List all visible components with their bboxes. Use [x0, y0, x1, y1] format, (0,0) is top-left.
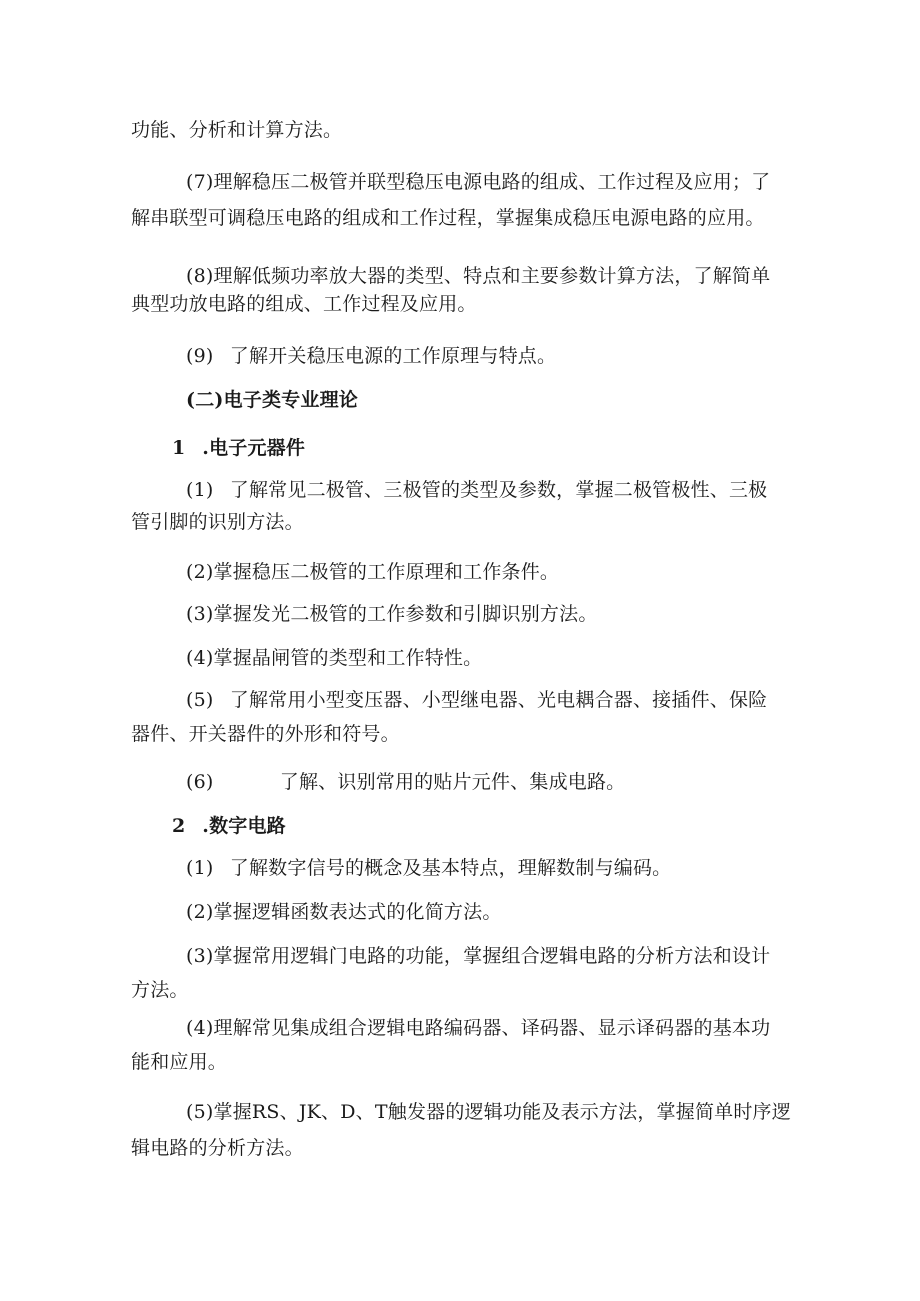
subsection-1-title: .电子元器件: [202, 437, 306, 459]
s1-item-1-number: (1): [186, 479, 214, 501]
item-7-line-1: (7)理解稳压二极管并联型稳压电源电路的组成、工作过程及应用；了: [186, 171, 771, 193]
s1-item-5-text: 了解常用小型变压器、小型继电器、光电耦合器、接插件、保险: [229, 689, 768, 711]
item-8-line-1: (8)理解低频功率放大器的类型、特点和主要参数计算方法，了解简单: [186, 265, 771, 287]
s2-item-4-line-1: (4)理解常见集成组合逻辑电路编码器、译码器、显示译码器的基本功: [186, 1017, 771, 1039]
s1-item-6-number: (6): [186, 771, 214, 793]
item-9: [186, 344, 556, 368]
item-9-text: 了解开关稳压电源的工作原理与特点。: [229, 345, 557, 367]
s2-item-2: (2)掌握逻辑函数表达式的化简方法。: [186, 901, 502, 923]
s2-item-1-text: 了解数字信号的概念及基本特点，理解数制与编码。: [229, 857, 672, 879]
s2-item-1-number: (1): [186, 857, 214, 879]
s1-item-4: (4)掌握晶闸管的类型和工作特性。: [186, 647, 483, 669]
s1-item-5-number: (5): [186, 689, 214, 711]
item-8-line-2: 典型功放电路的组成、工作过程及应用。: [131, 293, 477, 315]
s2-item-3-line-2: 方法。: [131, 979, 189, 1001]
item-7-line-2: 解串联型可调稳压电路的组成和工作过程，掌握集成稳压电源电路的应用。: [131, 207, 765, 229]
s1-item-1-line-1: [186, 478, 767, 502]
subsection-2-number: 2: [172, 815, 186, 837]
subsection-2-title: .数字电路: [202, 815, 286, 837]
s2-item-5-line-2: 辑电路的分析方法。: [131, 1137, 304, 1159]
s1-item-3: (3)掌握发光二极管的工作参数和引脚识别方法。: [186, 603, 598, 625]
s1-item-6: [186, 770, 625, 794]
s2-item-1: [186, 856, 671, 880]
s2-item-5-line-1: (5)掌握RS、JK、D、T触发器的逻辑功能及表示方法，掌握简单时序逻: [186, 1101, 791, 1123]
subsection-1-number: 1: [172, 437, 186, 459]
s1-item-5-line-2: 器件、开关器件的外形和符号。: [131, 723, 400, 745]
s2-item-4-line-2: 能和应用。: [131, 1051, 228, 1073]
s1-item-6-text: 了解、识别常用的贴片元件、集成电路。: [279, 771, 626, 793]
item-9-number: (9): [186, 345, 214, 367]
s1-item-1-text: 了解常见二极管、三极管的类型及参数，掌握二极管极性、三极: [229, 479, 768, 501]
s1-item-5-line-1: [186, 688, 767, 712]
section-2-heading: (二)电子类专业理论: [186, 389, 358, 411]
s2-item-3-line-1: (3)掌握常用逻辑门电路的功能，掌握组合逻辑电路的分析方法和设计: [186, 945, 771, 967]
s1-item-2: (2)掌握稳压二极管的工作原理和工作条件。: [186, 561, 560, 583]
subsection-2-heading: [172, 814, 286, 838]
subsection-1-heading: [172, 436, 305, 460]
intro-tail-text: 功能、分析和计算方法。: [131, 119, 343, 141]
s1-item-1-line-2: 管引脚的识别方法。: [131, 511, 304, 533]
